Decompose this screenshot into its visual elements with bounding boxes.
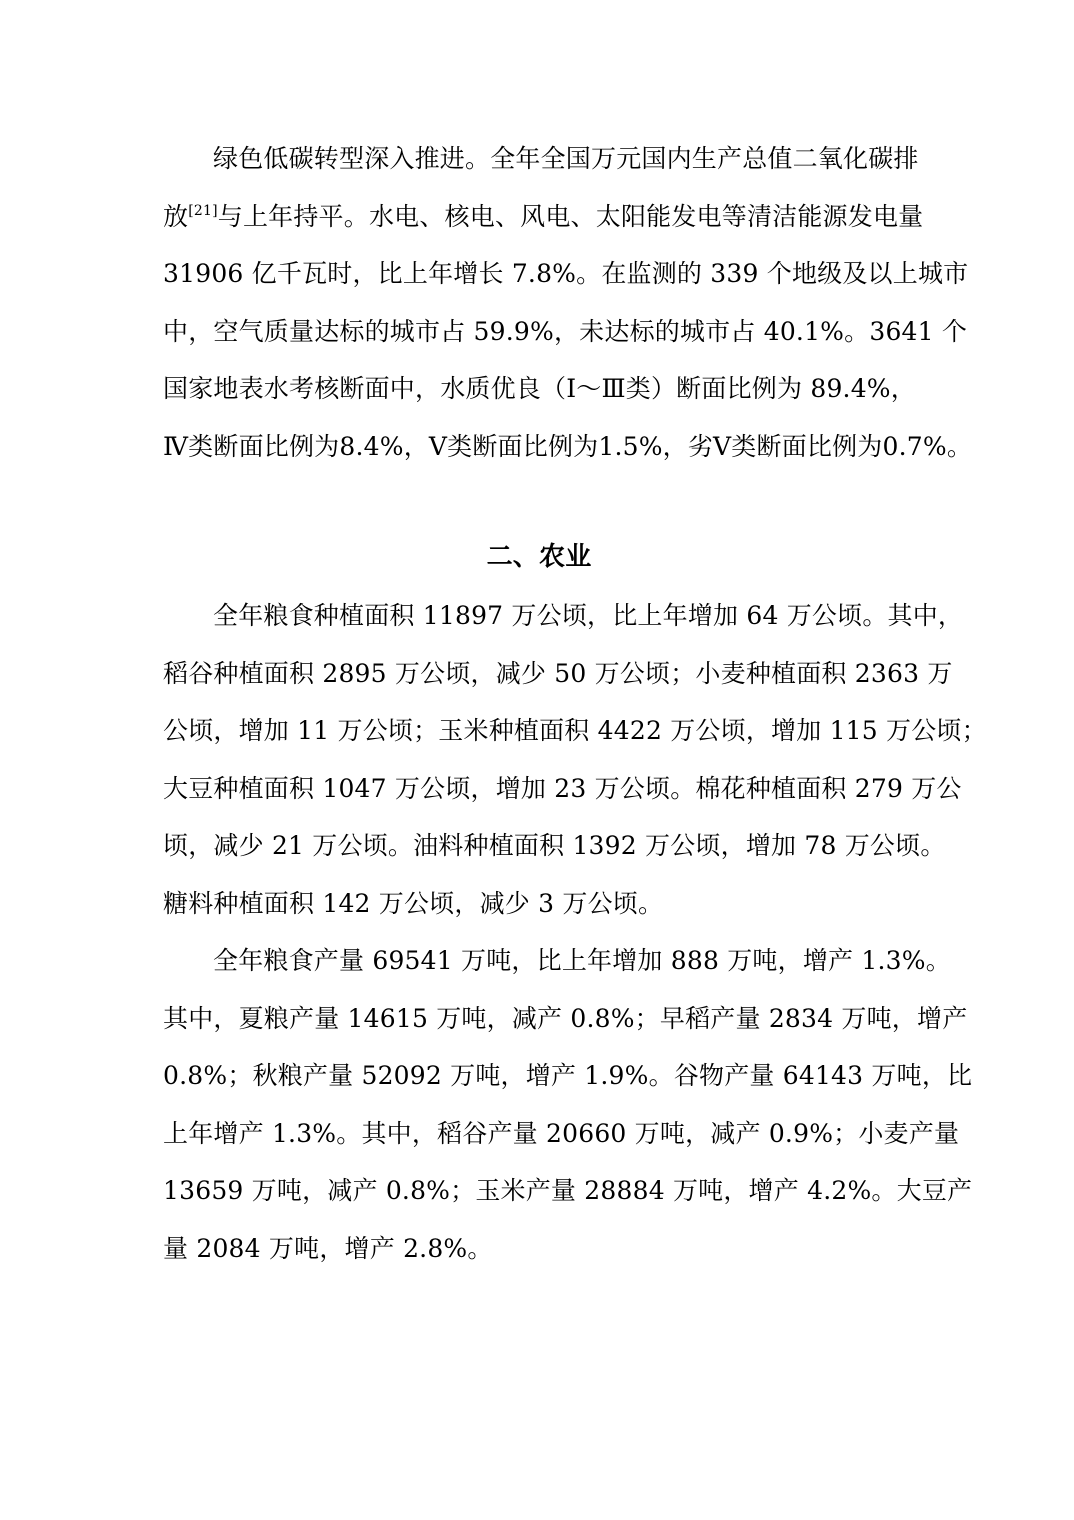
paragraph-line <box>163 130 919 188</box>
paragraph-line <box>163 303 968 361</box>
section-heading: 二、农业 <box>486 542 592 572</box>
paragraph-line: 糖料种植面积 142 万公顷，减少 3 万公顷。 <box>163 888 664 918</box>
line-text: 国家地表水考核断面中，水质优良（Ⅰ～Ⅲ类）断面比例为 89.4%， <box>163 374 916 403</box>
paragraph-line: 大豆种植面积 1047 万公顷，增加 23 万公顷。棉花种植面积 279 万公 <box>163 773 962 803</box>
paragraph-line <box>163 188 924 246</box>
paragraph-green-transition <box>163 130 973 475</box>
paragraph-line <box>163 245 969 303</box>
line-text: 绿色低碳转型深入推进。全年全国万元国内生产总值二氧化碳排 <box>213 144 919 173</box>
line-text: Ⅳ类断面比例为8.4%，Ⅴ类断面比例为1.5%，劣Ⅴ类断面比例为0.7%。 <box>163 431 973 461</box>
document-body <box>163 130 987 1277</box>
paragraph-line: 13659 万吨，减产 0.8%；玉米产量 28884 万吨，增产 4.2%。大豆产 <box>163 1176 973 1205</box>
paragraph-line: 顷，减少 21 万公顷。油料种植面积 1392 万公顷，增加 78 万公顷。 <box>163 831 946 860</box>
paragraph-line: 全年粮食产量 69541 万吨，比上年增加 888 万吨，增产 1.3%。 <box>213 946 951 975</box>
paragraph-line: 量 2084 万吨，增产 2.8%。 <box>163 1233 493 1263</box>
line-text: 放 <box>163 201 189 231</box>
paragraph-line: 0.8%；秋粮产量 52092 万吨，增产 1.9%。谷物产量 64143 万吨，比 <box>163 1061 973 1090</box>
paragraph-planting-area <box>163 587 987 932</box>
paragraph-line <box>163 360 915 418</box>
footnote-reference[interactable]: [21] <box>188 202 218 219</box>
paragraph-line: 稻谷种植面积 2895 万公顷，减少 50 万公顷；小麦种植面积 2363 万 <box>163 658 953 688</box>
paragraph-line <box>163 418 973 476</box>
section-spacer <box>163 475 915 527</box>
paragraph-line: 公顷，增加 11 万公顷；玉米种植面积 4422 万公顷，增加 115 万公顷； <box>163 716 987 745</box>
line-text: 中，空气质量达标的城市占 59.9%，未达标的城市占 40.1%。3641 个 <box>163 316 968 346</box>
line-text: 31906 亿千瓦时，比上年增长 7.8%。在监测的 339 个地级及以上城市 <box>163 259 969 288</box>
paragraph-line: 上年增产 1.3%。其中，稻谷产量 20660 万吨，减产 0.9%；小麦产量 <box>163 1118 960 1148</box>
paragraph-line: 全年粮食种植面积 11897 万公顷，比上年增加 64 万公顷。其中， <box>213 601 964 630</box>
paragraph-grain-output <box>163 932 973 1277</box>
paragraph-line: 其中，夏粮产量 14615 万吨，减产 0.8%；早稻产量 2834 万吨，增产 <box>163 1003 968 1033</box>
line-text: 与上年持平。水电、核电、风电、太阳能发电等清洁能源发电量 <box>217 201 924 231</box>
